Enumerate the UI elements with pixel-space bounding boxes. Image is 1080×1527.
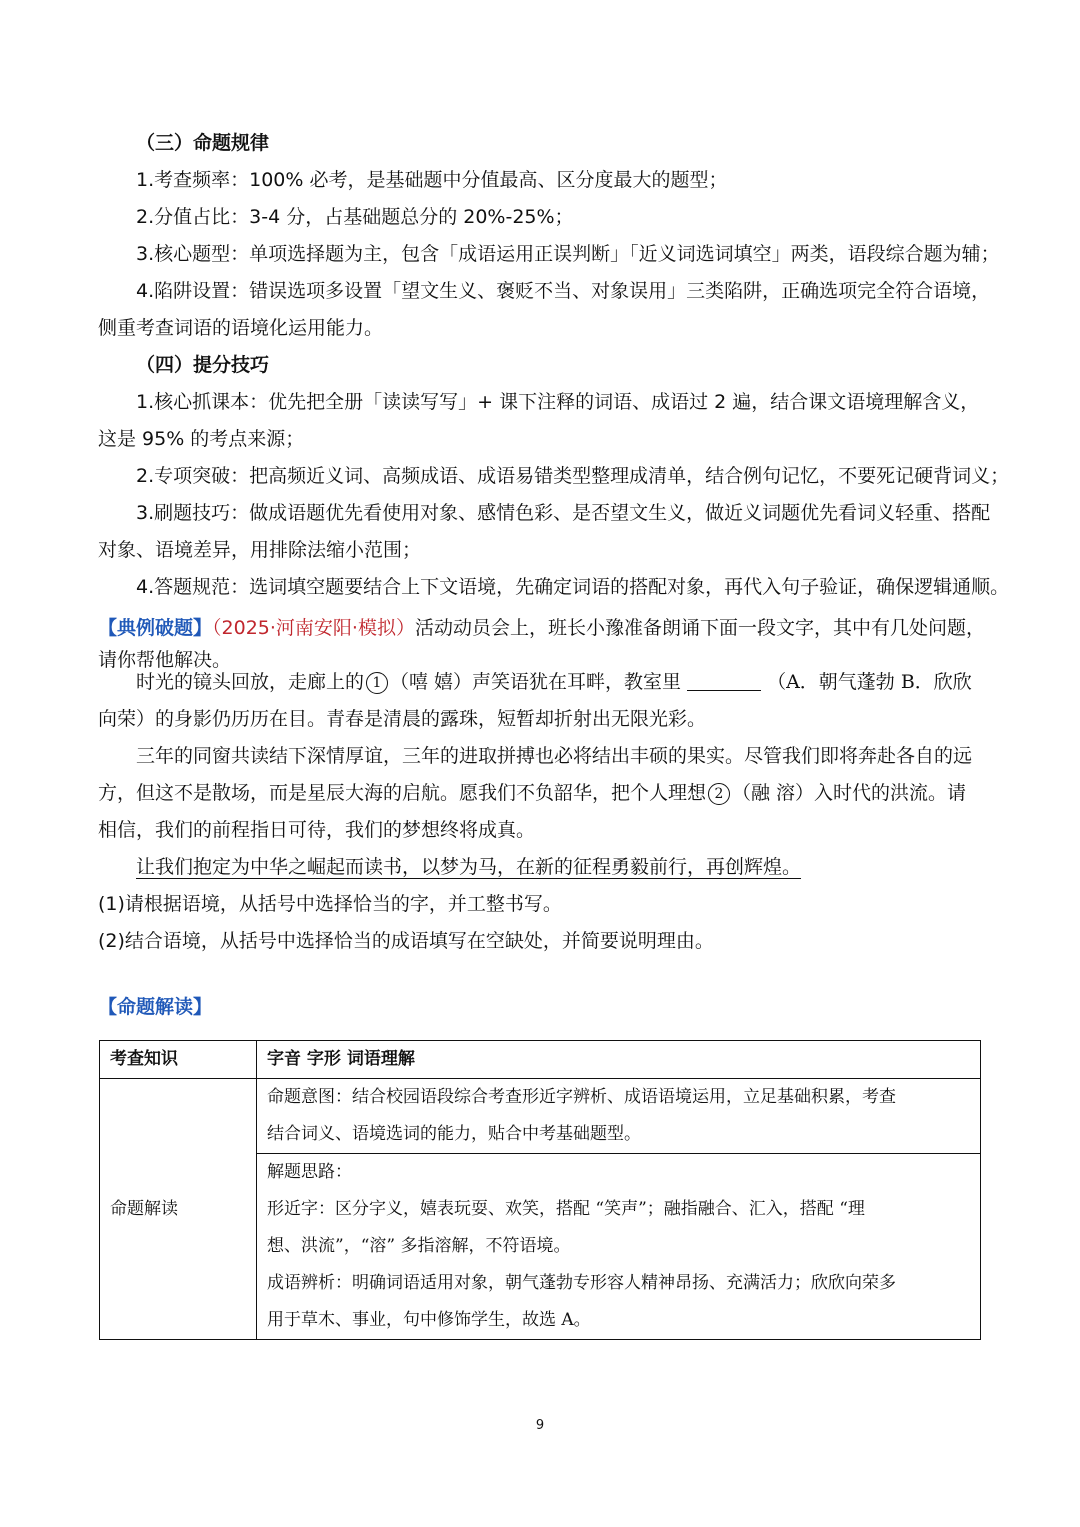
- passage-text: 方，但这不是散场，而是星辰大海的启航。愿我们不负韶华，把个人理想: [98, 782, 707, 804]
- passage-text: （A．朝气蓬勃 B．欣欣: [767, 671, 972, 693]
- passage-text: 时光的镜头回放，走廊上的: [136, 671, 365, 693]
- section-4-title: （四）提分技巧: [136, 354, 270, 376]
- table-cell: [257, 1079, 981, 1154]
- section-3-item-3: 3.核心题型：单项选择题为主，包含「成语运用正误判断」「近义词选词填空」两类，语段综合题为辅；: [136, 243, 1000, 265]
- section-3-item-4-line-1: 4.陷阱设置：错误选项多设置「望文生义、褒贬不当、对象误用」三类陷阱，正确选项完全符合语境，: [136, 280, 991, 302]
- table-row: [100, 1041, 981, 1079]
- cell-text: 结合词义、语境选词的能力，贴合中考基础题型。: [267, 1124, 641, 1144]
- cell-text: 命题解读: [110, 1198, 178, 1219]
- section-3-item-4-line-2: 侧重考查词语的语境化运用能力。: [98, 317, 384, 339]
- section-4-item-4: 4.答题规范：选词填空题要结合上下文语境，先确定词语的搭配对象，再代入句子验证，确保逻辑通顺。: [136, 576, 1010, 598]
- example-intro-line-2: 请你帮他解决。: [98, 649, 232, 671]
- page-number: 9: [535, 1418, 545, 1433]
- section-4-item-1-line-1: 1.核心抓课本：优先把全册「读读写写」+ 课下注释的词语、成语过 2 遍，结合课文语境理解含义，: [136, 391, 980, 413]
- question-2: (2)结合语境，从括号中选择恰当的成语填写在空缺处，并简要说明理由。: [98, 930, 714, 952]
- circled-mark-1: 1: [366, 672, 388, 694]
- section-4-item-1-line-2: 这是 95% 的考点来源；: [98, 428, 305, 450]
- section-3-item-2: 2.分值占比：3-4 分，占基础题总分的 20%-25%；: [136, 206, 574, 228]
- section-4-item-3-line-2: 对象、语境差异，用排除法缩小范围；: [98, 539, 422, 561]
- passage-paragraph-2-line-3: 相信，我们的前程指日可待，我们的梦想终将成真。: [98, 819, 536, 841]
- analysis-label: 【命题解读】: [98, 996, 213, 1018]
- cell-text: 成语辨析：明确词语适用对象，朝气蓬勃专形容人精神昂扬、充满活力；欣欣向荣多: [267, 1273, 896, 1293]
- section-3-item-1: 1.考查频率：100% 必考，是基础题中分值最高、区分度最大的题型；: [136, 169, 728, 191]
- fill-blank: [687, 668, 761, 691]
- passage-paragraph-1-line-1: [98, 664, 982, 701]
- passage-text: （嘻 嬉）声笑语犹在耳畔，教室里: [390, 671, 682, 693]
- passage-paragraph-2-line-2: [98, 775, 982, 812]
- example-intro: 活动动员会上，班长小豫准备朗诵下面一段文字，其中有几处问题，: [414, 617, 985, 639]
- cell-text: 考查知识: [110, 1049, 178, 1069]
- table-header-cell: [100, 1079, 257, 1340]
- section-4-item-2: 2.专项突破：把高频近义词、高频成语、成语易错类型整理成清单，结合例句记忆，不要死记硬背词义；: [136, 465, 1010, 487]
- cell-text: 想、洪流”，“溶” 多指溶解，不符语境。: [267, 1236, 571, 1256]
- question-1: (1)请根据语境，从括号中选择恰当的字，并工整书写。: [98, 893, 562, 915]
- cell-text: 字音 字形 词语理解: [267, 1049, 415, 1069]
- cell-text: 形近字：区分字义，嬉表玩耍、欢笑，搭配 “笑声”；融指融合、汇入，搭配 “理: [267, 1199, 865, 1219]
- circled-mark-2: 2: [708, 783, 730, 805]
- example-label: 【典例破题】: [98, 617, 213, 639]
- example-source: （2025·河南安阳·模拟）: [212, 617, 415, 639]
- passage-paragraph-3: [98, 849, 982, 886]
- section-4-item-3-line-1: 3.刷题技巧：做成语题优先看使用对象、感情色彩、是否望文生义，做近义词题优先看词义轻重、搭配: [136, 502, 991, 524]
- underlined-sentence: 让我们抱定为中华之崛起而读书，以梦为马，在新的征程勇毅前行，再创辉煌。: [136, 856, 802, 878]
- table-header-cell: [100, 1041, 257, 1079]
- cell-text: 命题意图：结合校园语段综合考查形近字辨析、成语语境运用，立足基础积累，考查: [267, 1087, 896, 1107]
- cell-text: 解题思路：: [267, 1162, 352, 1182]
- table-row: [100, 1079, 981, 1154]
- analysis-table: [99, 1040, 981, 1340]
- passage-text: （融 溶）入时代的洪流。请: [732, 782, 967, 804]
- table-cell: [257, 1041, 981, 1079]
- table-cell: [257, 1154, 981, 1340]
- passage-paragraph-2-line-1: 三年的同窗共读结下深情厚谊，三年的进取拼搏也必将结出丰硕的果实。尽管我们即将奔赴各自的远: [136, 745, 973, 767]
- section-3-title: （三）命题规律: [136, 132, 270, 154]
- passage-paragraph-1-line-2: 向荣）的身影仍历历在目。青春是清晨的露珠，短暂却折射出无限光彩。: [98, 708, 707, 730]
- cell-text: 用于草木、事业，句中修饰学生，故选 A。: [267, 1310, 591, 1330]
